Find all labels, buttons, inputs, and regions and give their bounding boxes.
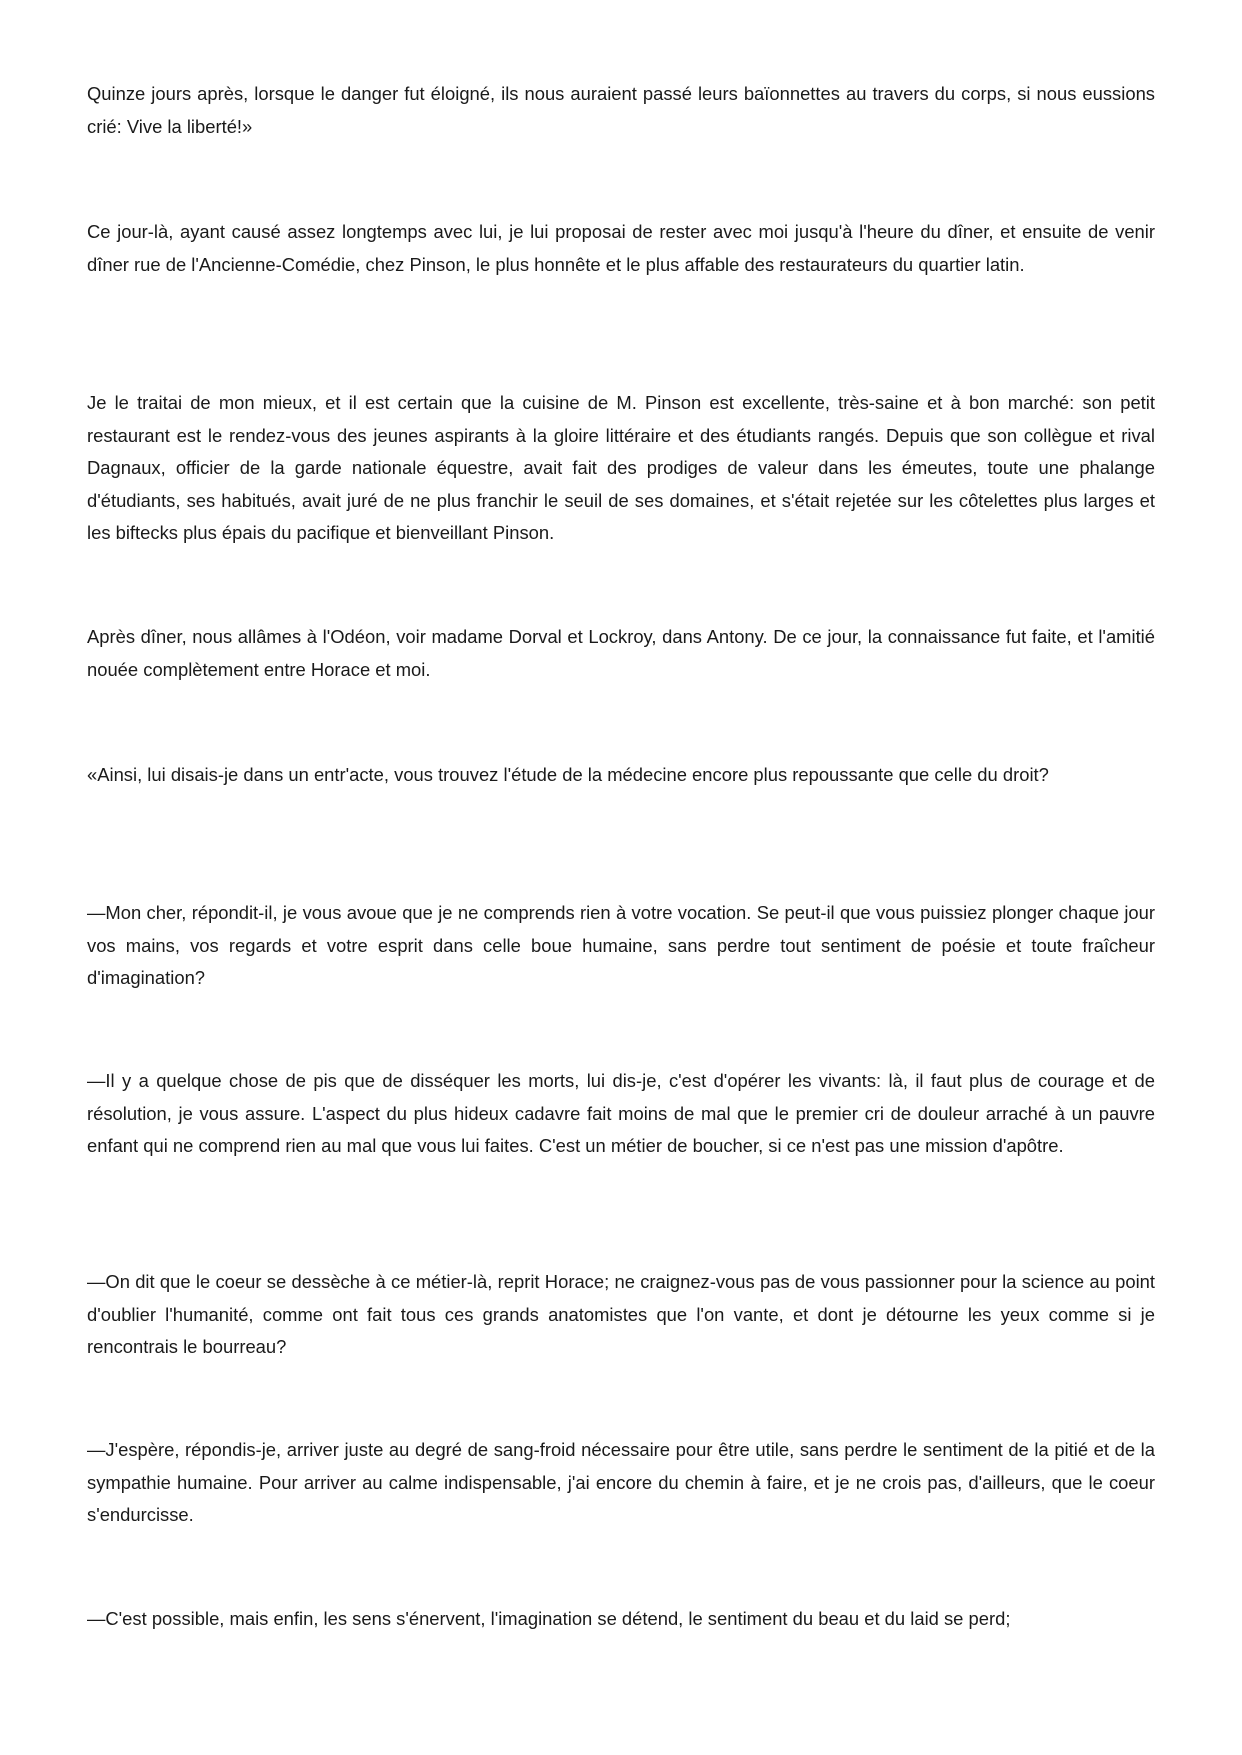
paragraph-4: Après dîner, nous allâmes à l'Odéon, voir madame Dorval et Lockroy, dans Antony. De ce jour, la connaissance fut faite, et l'amitié nouée complètement entre Horace et moi.: [87, 626, 1155, 680]
paragraph-8: —On dit que le coeur se dessèche à ce métier-là, reprit Horace; ne craignez-vous pas de vous passionner pour la science au point d'oublier l'humanité, comme ont fait tous ces grands anatomistes que l'on vante, et dont je détourne les yeux comme si je rencontrais le bourreau?: [87, 1271, 1155, 1358]
paragraph-2: Ce jour-là, ayant causé assez longtemps avec lui, je lui proposai de rester avec moi jusqu'à l'heure du dîner, et ensuite de venir dîner rue de l'Ancienne-Comédie, chez Pinson, le plus honnête et le plus affable des restaurateurs du quartier latin.: [87, 221, 1155, 275]
paragraph-5: «Ainsi, lui disais-je dans un entr'acte, vous trouvez l'étude de la médecine encore plus repoussante que celle du droit?: [87, 764, 1049, 785]
paragraph-9: —J'espère, répondis-je, arriver juste au degré de sang-froid nécessaire pour être utile, sans perdre le sentiment de la pitié et de la sympathie humaine. Pour arriver au calme indispensable, j'ai encore du chemin à faire, et je ne crois pas, d'ailleurs, que le coeur s'endurcisse.: [87, 1439, 1155, 1526]
paragraph-3: Je le traitai de mon mieux, et il est certain que la cuisine de M. Pinson est excellente, très-saine et à bon marché: son petit restaurant est le rendez-vous des jeunes aspirants à la gloire littéraire et des étudiants rangés. Depuis que son collègue et rival Dagnaux, officier de la garde nationale équestre, avait fait des prodiges de valeur dans les émeutes, toute une phalange d'étudiants, ses habitués, avait juré de ne plus franchir le seuil de ses domaines, et s'était rejetée sur les côtelettes plus larges et les biftecks plus épais du pacifique et bienveillant Pinson.: [87, 392, 1155, 544]
paragraph-6: —Mon cher, répondit-il, je vous avoue que je ne comprends rien à votre vocation. Se peut-il que vous puissiez plonger chaque jour vos mains, vos regards et votre esprit dans celle boue humaine, sans perdre tout sentiment de poésie et toute fraîcheur d'imagination?: [87, 902, 1155, 989]
paragraph-1: Quinze jours après, lorsque le danger fut éloigné, ils nous auraient passé leurs baïonnettes au travers du corps, si nous eussions crié: Vive la liberté!»: [87, 83, 1155, 137]
paragraph-10: —C'est possible, mais enfin, les sens s'énervent, l'imagination se détend, le sentiment du beau et du laid se perd;: [87, 1608, 1011, 1629]
paragraph-7: —Il y a quelque chose de pis que de disséquer les morts, lui dis-je, c'est d'opérer les vivants: là, il faut plus de courage et de résolution, je vous assure. L'aspect du plus hideux cadavre fait moins de mal que le premier cri de douleur arraché à un pauvre enfant qui ne comprend rien au mal que vous lui faites. C'est un métier de boucher, si ce n'est pas une mission d'apôtre.: [87, 1070, 1155, 1157]
